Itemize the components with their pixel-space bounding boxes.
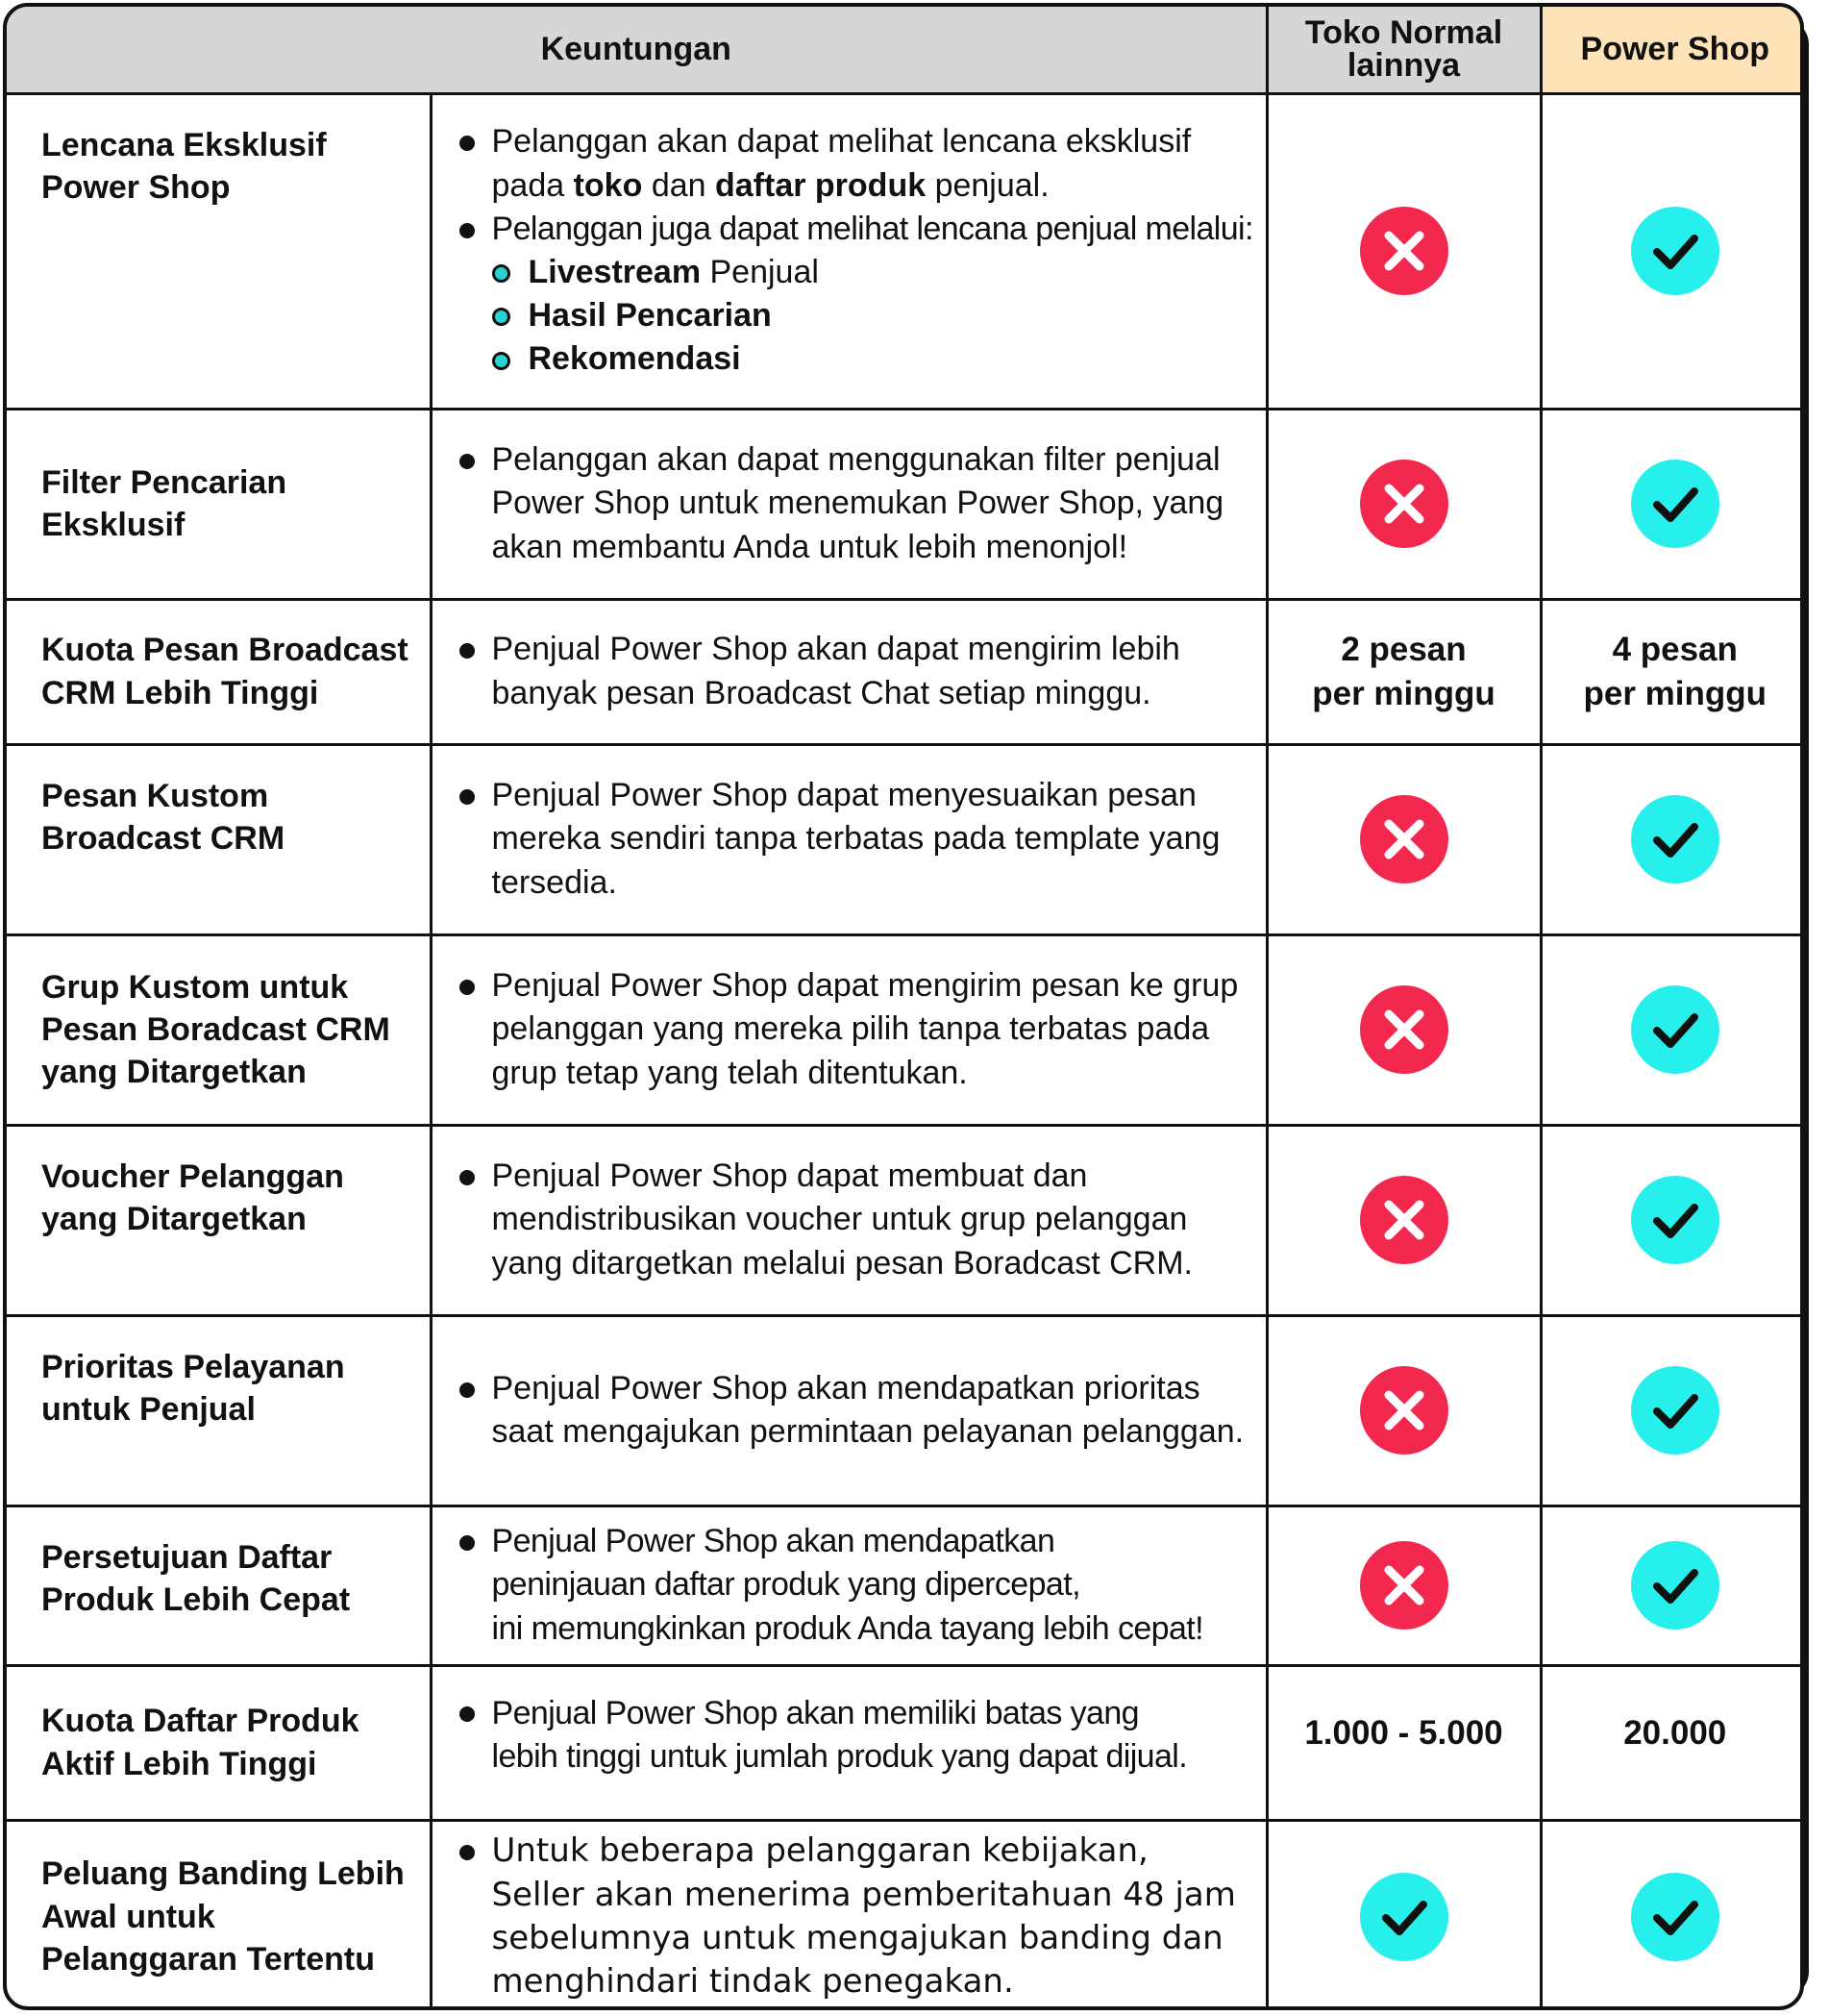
benefit-name: Persetujuan Daftar Produk Lebih Cepat xyxy=(7,1506,431,1665)
check-icon xyxy=(1631,1366,1719,1455)
power-shop-cell xyxy=(1541,1506,1804,1665)
bullet-item: Penjual Power Shop akan mendapatkan peninjauan daftar produk yang dipercepat, ini memungkinkan produk Anda tayang lebih cepat! xyxy=(459,1520,1256,1651)
check-icon xyxy=(1631,1541,1719,1630)
bullet-item: Penjual Power Shop akan mendapatkan prioritas saat mengajukan permintaan pelayanan pelanggan. xyxy=(459,1367,1256,1454)
table-row xyxy=(7,934,1804,1125)
power-shop-cell xyxy=(1541,409,1804,599)
normal-shop-cell xyxy=(1267,744,1541,934)
benefit-description xyxy=(431,934,1267,1125)
header-benefit: Keuntungan xyxy=(7,7,1267,93)
power-shop-value: 4 pesan per minggu xyxy=(1541,599,1804,744)
sub-bullet-item: Hasil Pencarian xyxy=(492,294,1256,337)
comparison-table-card xyxy=(3,3,1804,2010)
bullet-item: Penjual Power Shop akan dapat mengirim lebih banyak pesan Broadcast Chat setiap minggu. xyxy=(459,628,1256,714)
normal-shop-cell xyxy=(1267,1125,1541,1315)
table-row xyxy=(7,1820,1804,2010)
power-shop-cell xyxy=(1541,934,1804,1125)
header-normal-shop xyxy=(1267,7,1541,93)
cross-icon xyxy=(1360,460,1448,548)
normal-shop-cell xyxy=(1267,934,1541,1125)
benefit-name: Pesan Kustom Broadcast CRM xyxy=(7,744,431,934)
normal-shop-cell xyxy=(1267,1506,1541,1665)
benefit-name: Voucher Pelanggan yang Ditargetkan xyxy=(7,1125,431,1315)
normal-shop-value: 2 pesan per minggu xyxy=(1267,599,1541,744)
bullet-item: Untuk beberapa pelanggaran kebijakan, Seller akan menerima pemberitahuan 48 jam sebelumnya untuk mengajukan banding dan menghindari tindak penegakan. xyxy=(459,1829,1256,2004)
benefit-description xyxy=(431,744,1267,934)
cross-icon xyxy=(1360,1366,1448,1455)
benefit-description xyxy=(431,409,1267,599)
benefit-name: Kuota Daftar Produk Aktif Lebih Tinggi xyxy=(7,1665,431,1820)
header-row xyxy=(7,7,1804,93)
cross-icon xyxy=(1360,795,1448,884)
benefit-name: Peluang Banding Lebih Awal untuk Pelanggaran Tertentu xyxy=(7,1820,431,2010)
table-row xyxy=(7,1665,1804,1820)
bullet-item: Pelanggan akan dapat melihat lencana eksklusif pada toko dan daftar produk penjual. xyxy=(459,120,1256,207)
benefit-description xyxy=(431,599,1267,744)
benefit-description xyxy=(431,1315,1267,1506)
benefit-name: Lencana Eksklusif Power Shop xyxy=(7,93,431,409)
power-shop-cell xyxy=(1541,744,1804,934)
normal-shop-cell xyxy=(1267,1820,1541,2010)
table-row xyxy=(7,599,1804,744)
normal-shop-value: 1.000 - 5.000 xyxy=(1267,1665,1541,1820)
table-row xyxy=(7,1506,1804,1665)
bullet-item: Penjual Power Shop dapat menyesuaikan pesan mereka sendiri tanpa terbatas pada template yang tersedia. xyxy=(459,774,1256,905)
table-row xyxy=(7,93,1804,409)
check-icon xyxy=(1631,460,1719,548)
benefit-description xyxy=(431,1820,1267,2010)
cross-icon xyxy=(1360,207,1448,295)
check-icon xyxy=(1631,1176,1719,1264)
table-row xyxy=(7,744,1804,934)
check-icon xyxy=(1631,207,1719,295)
benefit-description xyxy=(431,1665,1267,1820)
benefit-description xyxy=(431,93,1267,409)
cross-icon xyxy=(1360,1541,1448,1630)
normal-shop-cell xyxy=(1267,93,1541,409)
benefit-name: Kuota Pesan Broadcast CRM Lebih Tinggi xyxy=(7,599,431,744)
bullet-item: Penjual Power Shop akan memiliki batas yang lebih tinggi untuk jumlah produk yang dapat dijual. xyxy=(459,1692,1256,1779)
header-normal-line1: Toko Normal xyxy=(1304,14,1503,52)
bullet-item: Penjual Power Shop dapat membuat dan mendistribusikan voucher untuk grup pelanggan yang ditargetkan melalui pesan Boradcast CRM. xyxy=(459,1155,1256,1285)
header-power-shop: Power Shop xyxy=(1541,7,1804,93)
power-shop-cell xyxy=(1541,1820,1804,2010)
comparison-table xyxy=(7,7,1804,2010)
cross-icon xyxy=(1360,1176,1448,1264)
sub-bullet-item: Rekomendasi xyxy=(492,337,1256,381)
power-shop-cell xyxy=(1541,1315,1804,1506)
check-icon xyxy=(1360,1873,1448,1961)
table-row xyxy=(7,1315,1804,1506)
normal-shop-cell xyxy=(1267,409,1541,599)
benefit-description xyxy=(431,1506,1267,1665)
normal-shop-cell xyxy=(1267,1315,1541,1506)
benefit-name: Filter Pencarian Eksklusif xyxy=(7,409,431,599)
benefit-description xyxy=(431,1125,1267,1315)
check-icon xyxy=(1631,985,1719,1074)
table-row xyxy=(7,1125,1804,1315)
table-row xyxy=(7,409,1804,599)
check-icon xyxy=(1631,1873,1719,1961)
power-shop-cell xyxy=(1541,93,1804,409)
cross-icon xyxy=(1360,985,1448,1074)
sub-bullet-item: Livestream Penjual xyxy=(492,251,1256,294)
bullet-item: Penjual Power Shop dapat mengirim pesan ke grup pelanggan yang mereka pilih tanpa terbatas pada grup tetap yang telah ditentukan. xyxy=(459,964,1256,1095)
benefit-name: Prioritas Pelayanan untuk Penjual xyxy=(7,1315,431,1506)
bullet-item: Pelanggan akan dapat menggunakan filter penjual Power Shop untuk menemukan Power Shop, yang akan membantu Anda untuk lebih menonjol! xyxy=(459,438,1256,569)
header-normal-line2: lainnya xyxy=(1347,47,1461,85)
benefit-name: Grup Kustom untuk Pesan Boradcast CRM yang Ditargetkan xyxy=(7,934,431,1125)
power-shop-value: 20.000 xyxy=(1541,1665,1804,1820)
bullet-item: Pelanggan juga dapat melihat lencana penjual melalui: Livestream Penjual Hasil Pencarian Rekomendasi xyxy=(459,208,1256,382)
power-shop-cell xyxy=(1541,1125,1804,1315)
check-icon xyxy=(1631,795,1719,884)
